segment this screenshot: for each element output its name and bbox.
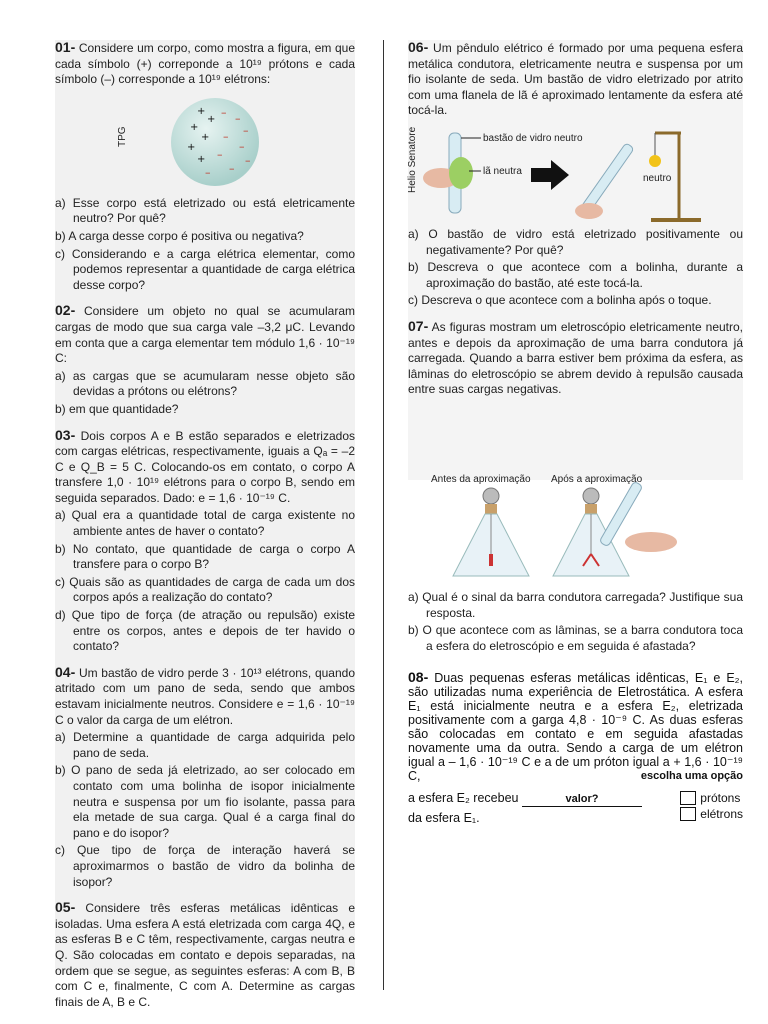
after-label: Após a aproximação — [550, 474, 642, 485]
checkbox-icon[interactable] — [680, 791, 696, 805]
svg-text:+: + — [197, 153, 206, 165]
question-text: Um bastão de vidro perde 3 · 10¹³ elétrons, quando atritado com um pano de seda, sendo que ambos estavam inicialmente neutros. Considere e = 1,6 · 10⁻¹⁹ C o valor da carga de um elétron. — [55, 665, 355, 727]
svg-text:–: – — [229, 161, 235, 175]
sentence-end: da esfera E₁. — [408, 811, 480, 826]
option-a: a) Qual é o sinal da barra condutora carregada? Justifique sua resposta. — [408, 590, 743, 620]
option-electrons[interactable] — [680, 807, 743, 821]
option-a: a) O bastão de vidro está eletrizado positivamente ou negativamente? Por quê? — [408, 226, 743, 257]
pendulum-figure — [406, 123, 741, 223]
question-number: 08- — [408, 669, 429, 686]
charged-body-figure — [105, 92, 305, 192]
before-label: Antes da aproximação — [430, 474, 531, 485]
checkbox-icon[interactable] — [680, 807, 696, 821]
sentence-start: a esfera E₂ recebeu — [408, 791, 519, 806]
question-number: 05- — [55, 899, 76, 916]
option-c: c) Descreva o que acontece com a bolinha após o toque. — [408, 293, 712, 308]
option-b: b) O pano de seda já eletrizado, ao ser colocado em contato com uma bolinha de isopor inicialmente neutra e suspensa por um fio isolante, passa para ela metade de sua carga. Qual é a carga final do pano e do isopor? — [55, 763, 355, 840]
option-c: c) Quais são as quantidades de carga de cada um dos corpos após a realização do contato? — [55, 574, 355, 605]
question-text: As figuras mostram um eletroscópio eletricamente neutro, antes e depois da aproximação de uma barra condutora já carregada. Quando a barra estiver bem próxima da esfera, as lâminas do eletroscópio se abrem devido à repulsão causada entre suas cargas negativas. — [408, 319, 744, 397]
question-02 — [55, 303, 355, 417]
question-text: Considere um corpo, como mostra a figura, em que cada símbolo (+) correponde a 10¹⁹ prótons e cada símbolo (–) corresponde a 10¹⁹ elétrons: — [55, 41, 355, 87]
svg-text:+: + — [207, 113, 216, 125]
figure-credit: TPG — [117, 126, 128, 147]
option-protons[interactable] — [680, 791, 743, 805]
question-05 — [55, 900, 355, 1010]
question-number: 03- — [55, 426, 76, 443]
figure-credit: Helio Senatore — [406, 126, 418, 193]
svg-text:–: – — [217, 147, 223, 161]
option-b: b) Descreva o que acontece com a bolinha, durante a aproximação do bastão, até este tocá-la. — [408, 260, 743, 290]
option-a: a) Esse corpo está eletrizado ou está eletricamente neutro? Por quê? — [55, 195, 355, 226]
option-protons-label: prótons — [700, 791, 741, 806]
question-number: 07- — [408, 317, 429, 334]
question-01 — [55, 40, 355, 293]
rod-label: bastão de vidro neutro — [482, 132, 583, 144]
right-column — [408, 40, 743, 480]
question-07-options — [408, 590, 743, 654]
question-08 — [408, 670, 743, 825]
value-blank[interactable]: valor? — [522, 792, 642, 807]
svg-text:–: – — [235, 111, 241, 125]
option-c: c) Que tipo de força de interação haverá se aproximarmos o bastão de vidro da bolinha de isopor? — [55, 843, 355, 889]
question-number: 02- — [55, 302, 76, 319]
option-a: a) Qual era a quantidade total de carga existente no ambiente antes de haver o contato? — [55, 508, 355, 539]
right-column-lower — [408, 470, 743, 835]
question-text: Duas pequenas esferas metálicas idênticas, E₁ e E₂, são utilizadas numa experiência de Eletrostática. A esfera E₁ está inicialmente neutra e a esfera E₂, eletrizada positivamente com a garga 4,8 · 10⁻⁹ C. As duas esferas são colocadas em contato e em seguida afastadas novamente uma da outra. Sendo a carga de um elétron igual a – 1,6 · 10⁻¹⁹ C e a de um próton igual a + 1,6 · 10⁻¹⁹ C, — [408, 671, 743, 784]
left-column — [55, 39, 355, 1009]
option-b: b) em que quantidade? — [55, 401, 179, 416]
question-text: Considere um objeto no qual se acumularam cargas de modo que sua carga vale –3,2 μC. Levando em conta que a carga elementar tem módulo 1,6 · 10⁻¹⁹ C: — [55, 304, 355, 366]
option-a: a) Determine a quantidade de carga adquirida pelo pano de seda. — [55, 730, 355, 760]
svg-text:+: + — [197, 105, 206, 117]
svg-text:–: – — [205, 165, 211, 179]
neutral-label: neutro — [642, 172, 671, 184]
option-a: a) as cargas que se acumularam nesse objeto são devidas a prótons ou elétrons? — [55, 368, 355, 399]
svg-text:–: – — [223, 129, 229, 143]
option-c: c) Considerando e a carga elétrica elementar, como podemos representar a quantidade de carga elétrica desse corpo? — [55, 246, 355, 292]
wool-label: lã neutra — [482, 165, 522, 177]
question-text: Um pêndulo elétrico é formado por uma pequena esfera metálica condutora, eletricamente neutra e suspensa por um fio isolante de seda. Um bastão de vidro eletrizado por atrito com uma flanela de lã é aproximado lentamente da esfera até tocá-la. — [408, 41, 743, 118]
svg-text:–: – — [245, 153, 251, 167]
svg-text:+: + — [187, 141, 196, 153]
question-text: Considere três esferas metálicas idênticas e isoladas. Uma esfera A está eletrizada com carga 4Q, e as esferas B e C têm, respectivamente, cargas neutra e Q. São colocadas em contato e depois separadas, na ordem que se segue, as seguintes esferas: A com B, B com C e, finalmente, C com A. Determine as cargas finais de A, B e C. — [55, 901, 355, 1009]
svg-text:–: – — [243, 123, 249, 137]
svg-text:–: – — [239, 139, 245, 153]
question-04 — [55, 665, 355, 890]
question-number: 06- — [408, 39, 429, 55]
option-electrons-label: elétrons — [700, 807, 743, 822]
svg-text:+: + — [190, 121, 199, 133]
question-number: 01- — [55, 39, 76, 55]
question-text: Dois corpos A e B estão separados e eletrizados com cargas elétricas, respectivamente, iguais a Qₐ = –2 C e Q_B = 5 C. Colocando-os em contato, o corpo A transfere 1,0 · 10¹⁹ elétrons para o corpo B, sendo em seguida separados. Dado: e = 1,6 · 10⁻¹⁹ C. — [55, 428, 355, 505]
choose-option-label: escolha uma opção — [640, 770, 743, 783]
question-number: 04- — [55, 663, 76, 680]
electroscope-figure — [411, 474, 741, 586]
option-b: b) O que acontece com as lâminas, se a barra condutora toca a esfera do eletroscópio e em seguida é afastada? — [408, 623, 743, 653]
question-07 — [408, 319, 743, 398]
svg-text:+: + — [201, 131, 210, 143]
option-b: b) A carga desse corpo é positiva ou negativa? — [55, 228, 304, 243]
option-d: d) Que tipo de força (de atração ou repulsão) existe entre os corpos, antes e depois de ter havido o contato? — [55, 608, 355, 654]
question-06 — [408, 40, 743, 309]
column-divider — [383, 40, 384, 990]
svg-text:–: – — [221, 105, 227, 119]
question-03 — [55, 428, 355, 655]
option-b: b) No contato, que quantidade de carga o corpo A transfere para o corpo B? — [55, 541, 355, 572]
